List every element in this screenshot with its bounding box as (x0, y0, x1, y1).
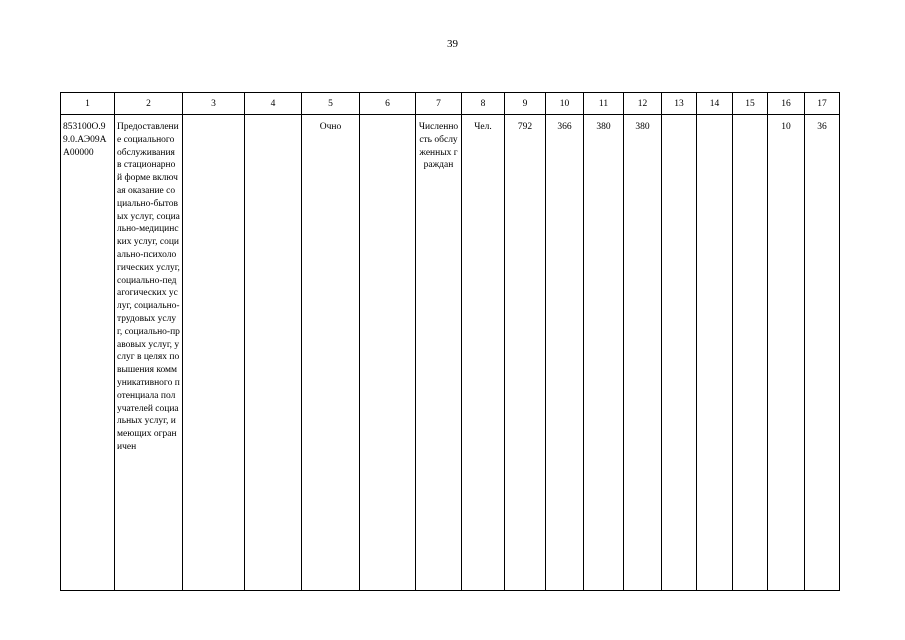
cell-6 (360, 115, 416, 591)
cell-15 (733, 115, 768, 591)
header-cell-1: 1 (61, 93, 115, 115)
page-number: 39 (447, 38, 458, 50)
header-cell-11: 11 (584, 93, 624, 115)
value-cell-11: 380 (584, 115, 624, 591)
unit-code-cell: 792 (505, 115, 546, 591)
value-cell-12: 380 (624, 115, 662, 591)
service-description-cell: Предоставление социального обслуживания в стационарной форме включая оказание социально-бытовых услуг, социально-медицинских услуг, социально-психологических услуг, социально-педагогических услуг, социально-трудовых услуг, социально-правовых услуг, услуг в целях повышения коммуникативного потенциала получателей социальных услуг, имеющих ограничен (115, 115, 183, 591)
cell-13 (662, 115, 697, 591)
cell-4 (245, 115, 302, 591)
table-header-row (61, 93, 840, 115)
header-cell-5: 5 (302, 93, 360, 115)
table-row (61, 115, 840, 591)
value-cell-16: 10 (768, 115, 805, 591)
header-cell-15: 15 (733, 93, 768, 115)
header-cell-4: 4 (245, 93, 302, 115)
service-form-cell: Очно (302, 115, 360, 591)
registry-code-cell: 853100О.99.0.АЭ09АА00000 (61, 115, 115, 591)
header-cell-12: 12 (624, 93, 662, 115)
header-cell-16: 16 (768, 93, 805, 115)
data-table (60, 92, 840, 591)
header-cell-10: 10 (546, 93, 584, 115)
header-cell-2: 2 (115, 93, 183, 115)
indicator-name-cell: Численность обслуженных граждан (416, 115, 462, 591)
cell-3 (183, 115, 245, 591)
value-cell-10: 366 (546, 115, 584, 591)
header-cell-7: 7 (416, 93, 462, 115)
header-cell-13: 13 (662, 93, 697, 115)
cell-14 (697, 115, 733, 591)
header-cell-9: 9 (505, 93, 546, 115)
header-cell-3: 3 (183, 93, 245, 115)
header-cell-14: 14 (697, 93, 733, 115)
header-cell-6: 6 (360, 93, 416, 115)
value-cell-17: 36 (805, 115, 840, 591)
header-cell-8: 8 (462, 93, 505, 115)
unit-cell: Чел. (462, 115, 505, 591)
header-cell-17: 17 (805, 93, 840, 115)
